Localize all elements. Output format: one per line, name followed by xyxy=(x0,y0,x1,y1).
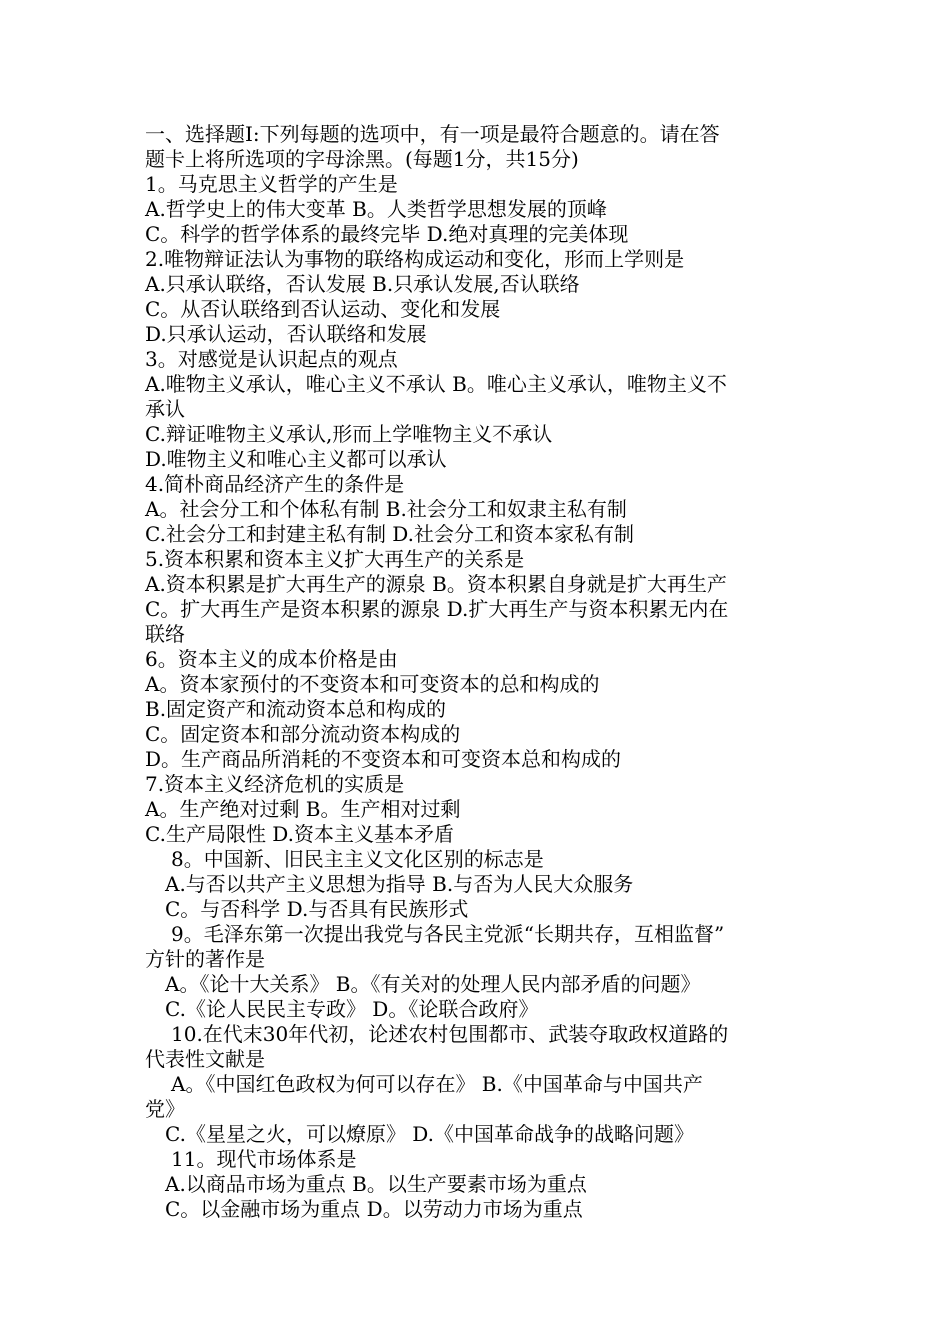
question-option: D.唯物主义和唯心主义都可以承认 xyxy=(145,447,447,471)
question-option: B.固定资产和流动资本总和构成的 xyxy=(145,697,447,721)
question-option: A.哲学史上的伟大变革 B。人类哲学思想发展的顶峰 xyxy=(145,197,607,221)
question-option: C.《论人民民主专政》 D。《论联合政府》 xyxy=(165,997,539,1021)
question-stem: 4.简朴商品经济产生的条件是 xyxy=(145,472,405,496)
question-option: 承认 xyxy=(145,397,185,421)
question-stem: 5.资本积累和资本主义扩大再生产的关系是 xyxy=(145,547,525,571)
question-stem: 3。对感觉是认识起点的观点 xyxy=(145,347,398,371)
question-stem: 6。资本主义的成本价格是由 xyxy=(145,647,398,671)
question-option: A.资本积累是扩大再生产的源泉 B。资本积累自身就是扩大再生产 xyxy=(145,572,727,596)
question-option: A。《论十大关系》 B。《有关对的处理人民内部矛盾的问题》 xyxy=(165,972,701,996)
section-header-line: 题卡上将所选项的字母涂黑。(每题1分，共15分) xyxy=(145,147,579,171)
question-option: A。《中国红色政权为何可以存在》 B.《中国革命与中国共产 xyxy=(171,1072,703,1096)
question-option: C。与否科学 D.与否具有民族形式 xyxy=(165,897,469,921)
question-option: A.以商品市场为重点 B。以生产要素市场为重点 xyxy=(165,1172,587,1196)
exam-page xyxy=(145,122,810,1222)
question-option: C.辩证唯物主义承认,形而上学唯物主义不承认 xyxy=(145,422,553,446)
question-option: A。社会分工和个体私有制 B.社会分工和奴隶主私有制 xyxy=(145,497,627,521)
question-option: D。生产商品所消耗的不变资本和可变资本总和构成的 xyxy=(145,747,622,771)
question-stem: 8。中国新、旧民主主义文化区别的标志是 xyxy=(171,847,544,871)
question-stem: 9。毛泽东第一次提出我党与各民主党派“长期共存，互相监督” xyxy=(171,922,725,946)
question-stem-continued: 代表性文献是 xyxy=(145,1047,265,1071)
question-option: C。从否认联络到否认运动、变化和发展 xyxy=(145,297,501,321)
question-stem: 1。马克思主义哲学的产生是 xyxy=(145,172,398,196)
question-option: 联络 xyxy=(145,622,185,646)
question-option: A.只承认联络，否认发展 B.只承认发展,否认联络 xyxy=(145,272,580,296)
question-option: C.《星星之火，可以燎原》 D.《中国革命战争的战略问题》 xyxy=(165,1122,694,1146)
question-option: C。以金融市场为重点 D。以劳动力市场为重点 xyxy=(165,1197,583,1221)
question-stem-continued: 方针的著作是 xyxy=(145,947,265,971)
question-stem: 7.资本主义经济危机的实质是 xyxy=(145,772,405,796)
section-header-line: 一、选择题Ⅰ:下列每题的选项中，有一项是最符合题意的。请在答 xyxy=(145,122,720,146)
question-option: A。资本家预付的不变资本和可变资本的总和构成的 xyxy=(145,672,600,696)
question-option: C。固定资本和部分流动资本构成的 xyxy=(145,722,461,746)
question-stem: 2.唯物辩证法认为事物的联络构成运动和变化，形而上学则是 xyxy=(145,247,685,271)
question-stem: 10.在代末30年代初，论述农村包围都市、武装夺取政权道路的 xyxy=(171,1022,729,1046)
question-option: C。科学的哲学体系的最终完毕 D.绝对真理的完美体现 xyxy=(145,222,629,246)
question-option: A。生产绝对过剩 B。生产相对过剩 xyxy=(145,797,461,821)
question-option: 党》 xyxy=(145,1097,185,1121)
question-option: C.生产局限性 D.资本主义基本矛盾 xyxy=(145,822,454,846)
question-option: D.只承认运动，否认联络和发展 xyxy=(145,322,427,346)
question-option: C。扩大再生产是资本积累的源泉 D.扩大再生产与资本积累无内在 xyxy=(145,597,729,621)
question-option: A.唯物主义承认，唯心主义不承认 B。唯心主义承认，唯物主义不 xyxy=(145,372,727,396)
question-stem: 11。现代市场体系是 xyxy=(171,1147,357,1171)
question-option: A.与否以共产主义思想为指导 B.与否为人民大众服务 xyxy=(165,872,634,896)
question-option: C.社会分工和封建主私有制 D.社会分工和资本家私有制 xyxy=(145,522,634,546)
